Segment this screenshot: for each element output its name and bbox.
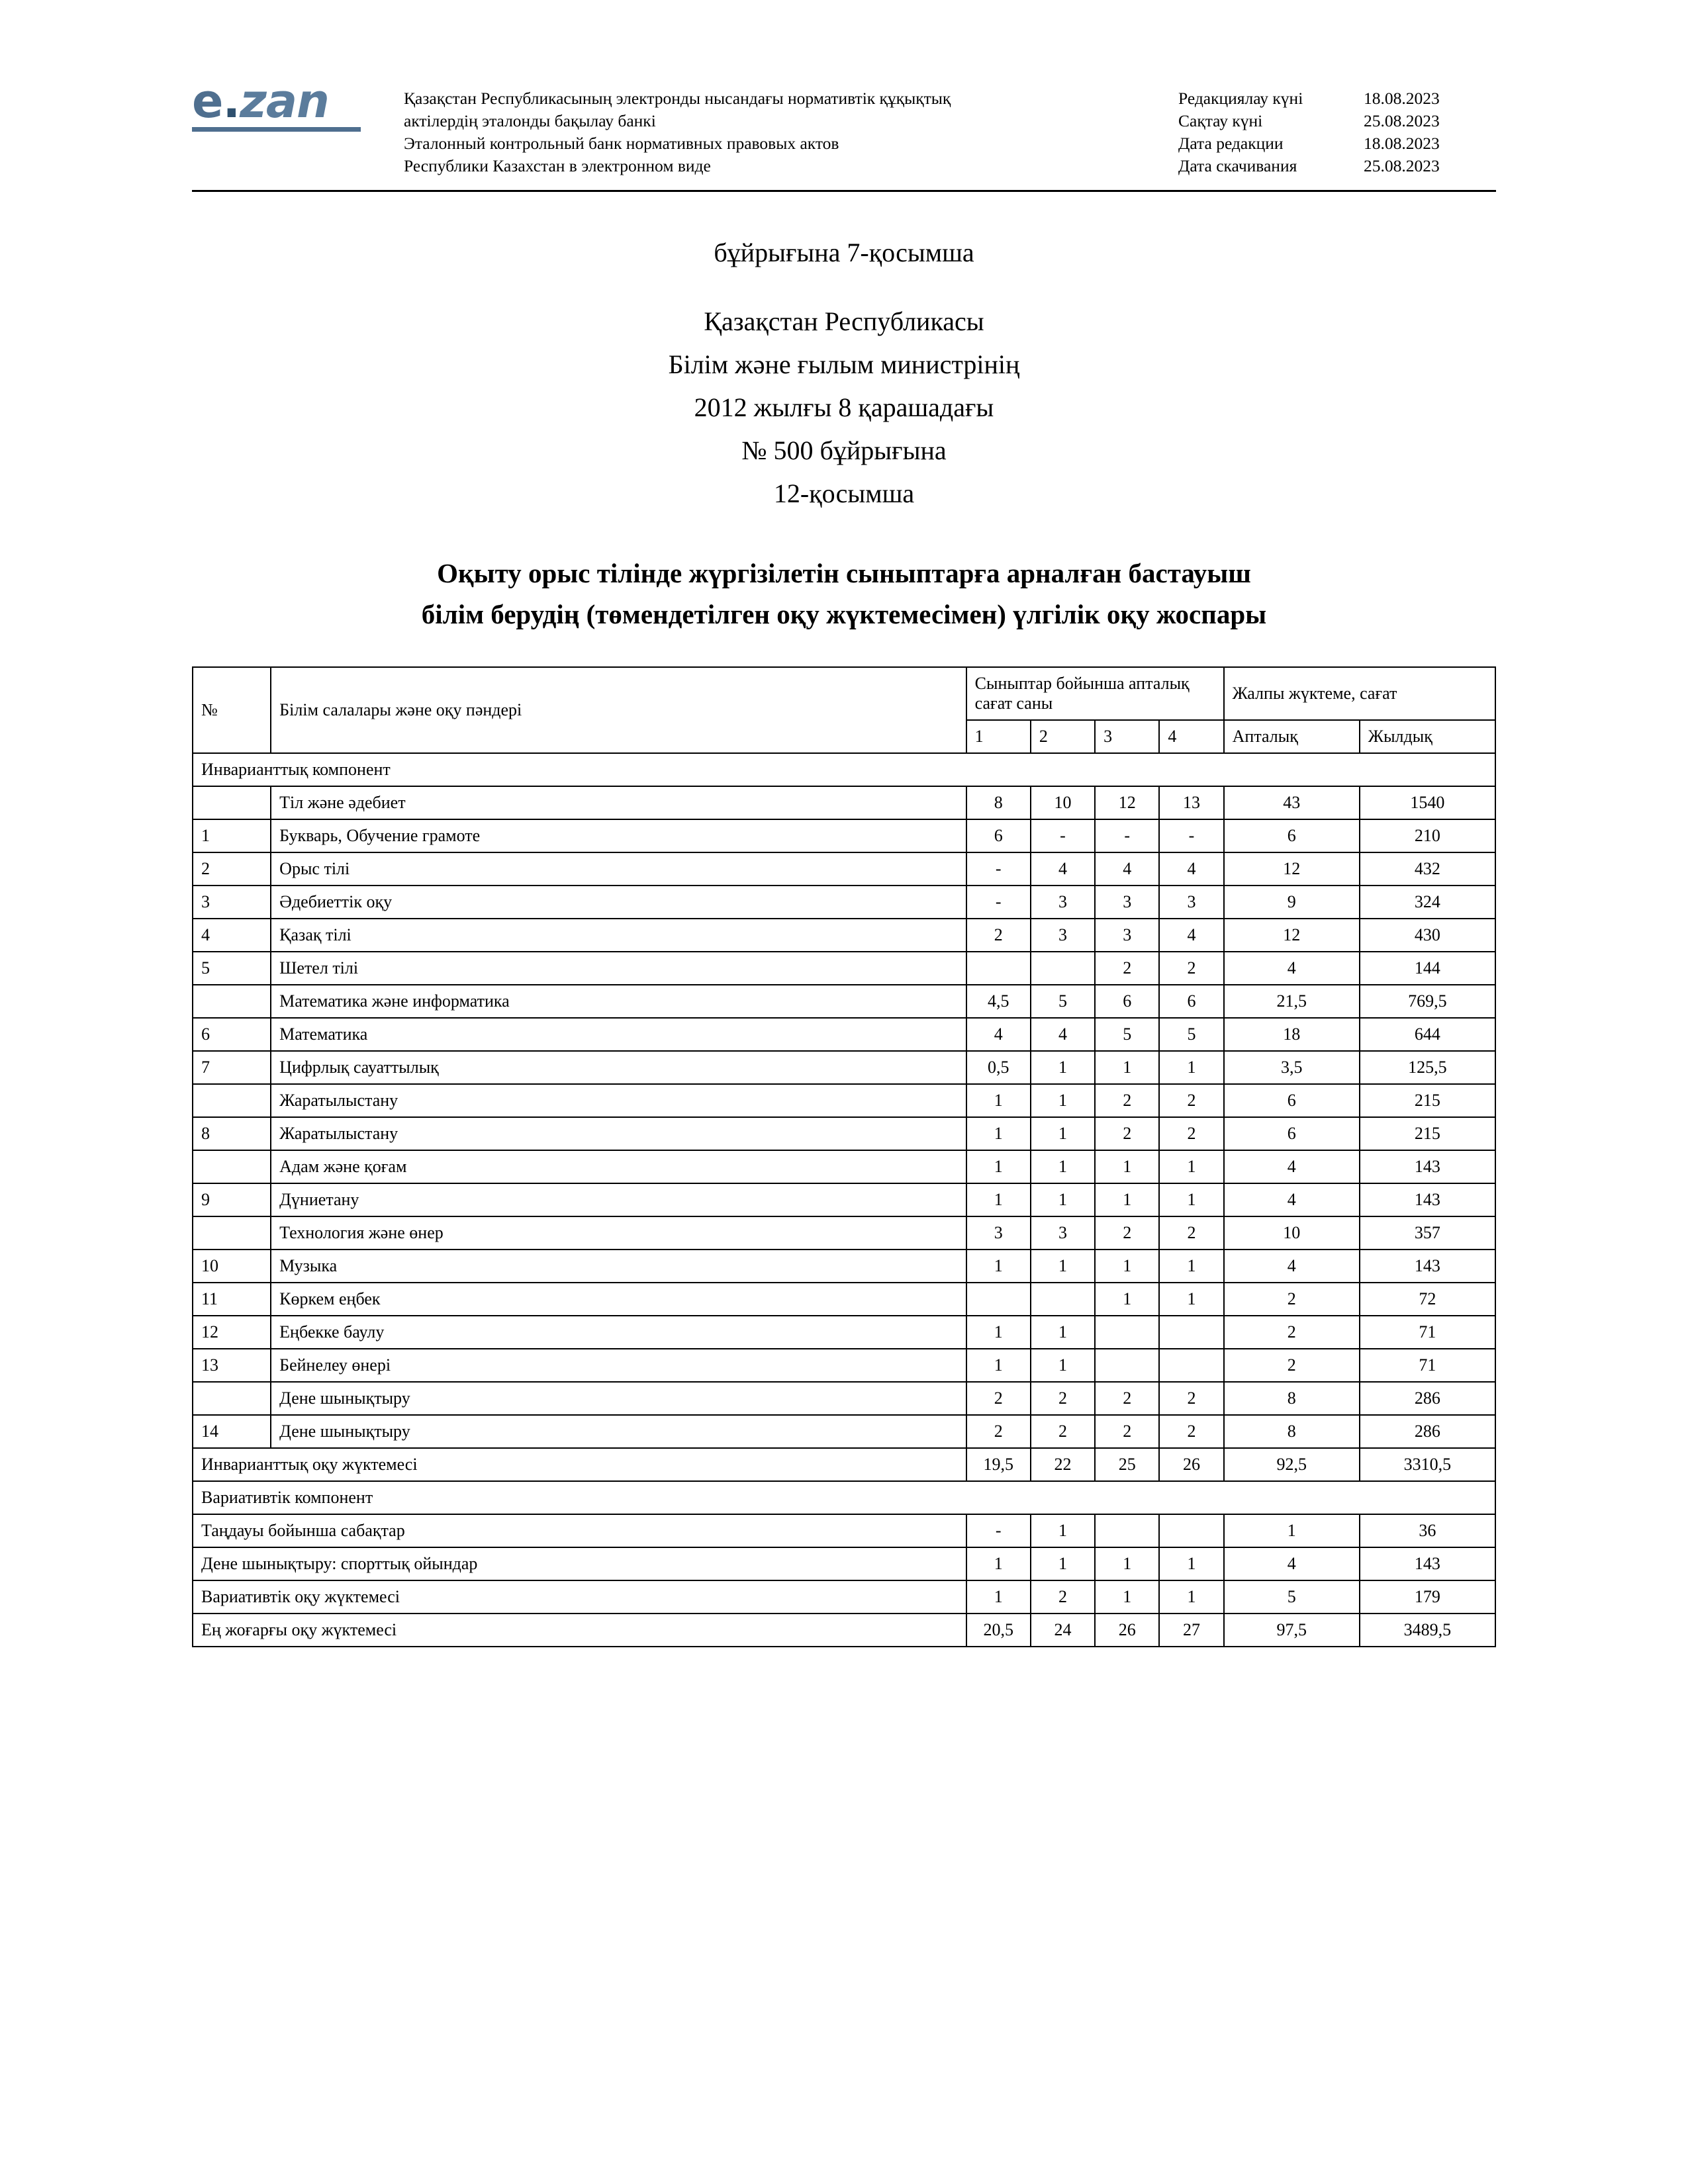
cell-grade-3: 2 xyxy=(1095,1117,1159,1150)
cell-grade-3: 2 xyxy=(1095,952,1159,985)
table-row xyxy=(193,985,1495,1018)
cell-grade-3: 2 xyxy=(1095,1084,1159,1117)
cell-yearly: 143 xyxy=(1360,1150,1495,1183)
header-desc-line-3: Эталонный контрольный банк нормативных правовых актов xyxy=(404,134,839,154)
cell-weekly: 21,5 xyxy=(1224,985,1360,1018)
cell-grade-4: 27 xyxy=(1159,1614,1223,1647)
meta-value-2: 18.08.2023 xyxy=(1364,134,1440,154)
cell-grade-3: 1 xyxy=(1095,1150,1159,1183)
table-section-row xyxy=(193,753,1495,786)
cell-yearly: 3489,5 xyxy=(1360,1614,1495,1647)
meta-label-3: Дата скачивания xyxy=(1178,156,1297,176)
cell-yearly: 1540 xyxy=(1360,786,1495,819)
table-row xyxy=(193,886,1495,919)
cell-grade-2: 3 xyxy=(1031,886,1095,919)
cell-grade-4: 2 xyxy=(1159,1382,1223,1415)
cell-yearly: 215 xyxy=(1360,1117,1495,1150)
cell-grade-4: - xyxy=(1159,819,1223,852)
cell-grade-1: 1 xyxy=(966,1250,1031,1283)
cell-grade-2: 2 xyxy=(1031,1580,1095,1614)
table-row xyxy=(193,786,1495,819)
title-line-1: бұйрығына 7-қосымша xyxy=(714,237,974,267)
cell-yearly: 286 xyxy=(1360,1415,1495,1448)
cell-weekly: 4 xyxy=(1224,952,1360,985)
cell-grade-4: 5 xyxy=(1159,1018,1223,1051)
summary-label: Вариативтік оқу жүктемесі xyxy=(193,1580,966,1614)
cell-grade-4: 26 xyxy=(1159,1448,1223,1481)
cell-subject: Адам және қоғам xyxy=(271,1150,966,1183)
logo-zan: zan xyxy=(240,74,329,128)
table-row xyxy=(193,1216,1495,1250)
cell-subject: Жаратылыстану xyxy=(271,1117,966,1150)
cell-weekly: 4 xyxy=(1224,1547,1360,1580)
cell-yearly: 143 xyxy=(1360,1250,1495,1283)
cell-grade-3: 1 xyxy=(1095,1547,1159,1580)
summary-label: Инварианттық оқу жүктемесі xyxy=(193,1448,966,1481)
col-header-grade-3: 3 xyxy=(1095,720,1159,753)
cell-grade-3: 3 xyxy=(1095,919,1159,952)
cell-grade-4: 2 xyxy=(1159,1084,1223,1117)
cell-weekly: 9 xyxy=(1224,886,1360,919)
cell-grade-2: 1 xyxy=(1031,1117,1095,1150)
meta-value-1: 25.08.2023 xyxy=(1364,111,1440,131)
cell-num: 8 xyxy=(193,1117,271,1150)
cell-num: 12 xyxy=(193,1316,271,1349)
col-header-total-group: Жалпы жүктеме, сағат xyxy=(1224,667,1495,720)
cell-subject: Технология және өнер xyxy=(271,1216,966,1250)
table-row xyxy=(193,1382,1495,1415)
cell-grade-1: 1 xyxy=(966,1150,1031,1183)
table-row xyxy=(193,1283,1495,1316)
header-divider xyxy=(192,190,1496,192)
cell-weekly: 12 xyxy=(1224,919,1360,952)
cell-yearly: 430 xyxy=(1360,919,1495,952)
cell-grade-4: 3 xyxy=(1159,886,1223,919)
cell-grade-1: 0,5 xyxy=(966,1051,1031,1084)
table-summary-row xyxy=(193,1547,1495,1580)
table-summary-row xyxy=(193,1448,1495,1481)
cell-grade-3 xyxy=(1095,1349,1159,1382)
cell-yearly: 71 xyxy=(1360,1349,1495,1382)
cell-grade-4: 2 xyxy=(1159,1117,1223,1150)
table-row xyxy=(193,852,1495,886)
cell-grade-3: 1 xyxy=(1095,1051,1159,1084)
cell-grade-3: 3 xyxy=(1095,886,1159,919)
col-header-grades-group: Сыныптар бойынша апталық сағат саны xyxy=(966,667,1224,720)
cell-grade-1: 1 xyxy=(966,1117,1031,1150)
cell-grade-3 xyxy=(1095,1514,1159,1547)
cell-weekly: 10 xyxy=(1224,1216,1360,1250)
cell-grade-2: 22 xyxy=(1031,1448,1095,1481)
cell-grade-1 xyxy=(966,1283,1031,1316)
cell-subject: Музыка xyxy=(271,1250,966,1283)
cell-yearly: 143 xyxy=(1360,1547,1495,1580)
cell-grade-1: 1 xyxy=(966,1084,1031,1117)
table-row xyxy=(193,1018,1495,1051)
table-summary-row xyxy=(193,1514,1495,1547)
meta-label-1: Сақтау күні xyxy=(1178,111,1263,131)
cell-grade-4: 2 xyxy=(1159,952,1223,985)
cell-weekly: 4 xyxy=(1224,1150,1360,1183)
cell-subject: Математика xyxy=(271,1018,966,1051)
cell-grade-3: 6 xyxy=(1095,985,1159,1018)
cell-grade-4: 1 xyxy=(1159,1051,1223,1084)
cell-num: 14 xyxy=(193,1415,271,1448)
section-label: Вариативтік компонент xyxy=(193,1481,1495,1514)
cell-grade-2: 3 xyxy=(1031,919,1095,952)
title-line-2: Қазақстан Республикасы xyxy=(704,306,984,337)
cell-grade-4: 1 xyxy=(1159,1580,1223,1614)
cell-grade-2: 5 xyxy=(1031,985,1095,1018)
cell-weekly: 3,5 xyxy=(1224,1051,1360,1084)
table-row xyxy=(193,1150,1495,1183)
title-block xyxy=(0,232,1688,635)
cell-weekly: 1 xyxy=(1224,1514,1360,1547)
cell-grade-3 xyxy=(1095,1316,1159,1349)
cell-grade-1: 6 xyxy=(966,819,1031,852)
cell-grade-1: 4,5 xyxy=(966,985,1031,1018)
cell-grade-1: 2 xyxy=(966,919,1031,952)
cell-grade-4 xyxy=(1159,1349,1223,1382)
cell-grade-2: 1 xyxy=(1031,1150,1095,1183)
cell-subject: Дене шынықтыру xyxy=(271,1382,966,1415)
cell-grade-4: 4 xyxy=(1159,919,1223,952)
meta-row-saved-date-kk xyxy=(1178,110,1496,132)
cell-grade-1: 19,5 xyxy=(966,1448,1031,1481)
header-desc-line-4: Республики Казахстан в электронном виде xyxy=(404,156,711,176)
page-title xyxy=(192,553,1496,635)
cell-num xyxy=(193,786,271,819)
cell-grade-1: - xyxy=(966,1514,1031,1547)
cell-subject: Математика және информатика xyxy=(271,985,966,1018)
cell-yearly: 179 xyxy=(1360,1580,1495,1614)
cell-yearly: 125,5 xyxy=(1360,1051,1495,1084)
cell-grade-2: 10 xyxy=(1031,786,1095,819)
cell-grade-4: 4 xyxy=(1159,852,1223,886)
cell-yearly: 286 xyxy=(1360,1382,1495,1415)
cell-grade-2: 1 xyxy=(1031,1514,1095,1547)
cell-grade-3: - xyxy=(1095,819,1159,852)
meta-row-download-date-ru xyxy=(1178,155,1496,177)
table-row xyxy=(193,1117,1495,1150)
cell-yearly: 432 xyxy=(1360,852,1495,886)
cell-grade-3: 2 xyxy=(1095,1216,1159,1250)
summary-label: Ең жоғарғы оқу жүктемесі xyxy=(193,1614,966,1647)
table-header-row-1 xyxy=(193,667,1495,720)
cell-subject: Дүниетану xyxy=(271,1183,966,1216)
cell-grade-1 xyxy=(966,952,1031,985)
table-row xyxy=(193,1250,1495,1283)
cell-grade-1: 2 xyxy=(966,1415,1031,1448)
cell-grade-3: 12 xyxy=(1095,786,1159,819)
header-desc-line-1: Қазақстан Республикасының электронды нысандағы нормативтік құқықтық xyxy=(404,89,951,108)
cell-subject: Букварь, Обучение грамоте xyxy=(271,819,966,852)
table-summary-row xyxy=(193,1580,1495,1614)
cell-grade-2: 2 xyxy=(1031,1415,1095,1448)
cell-grade-2: 4 xyxy=(1031,852,1095,886)
col-header-grade-2: 2 xyxy=(1031,720,1095,753)
cell-grade-2: 1 xyxy=(1031,1084,1095,1117)
col-header-num: № xyxy=(193,667,271,753)
table-row xyxy=(193,1316,1495,1349)
cell-weekly: 2 xyxy=(1224,1349,1360,1382)
cell-grade-1: 3 xyxy=(966,1216,1031,1250)
title-line-5: № 500 бұйрығына xyxy=(741,435,947,465)
cell-grade-2: 1 xyxy=(1031,1349,1095,1382)
cell-weekly: 97,5 xyxy=(1224,1614,1360,1647)
cell-weekly: 5 xyxy=(1224,1580,1360,1614)
cell-grade-2: 1 xyxy=(1031,1250,1095,1283)
meta-value-0: 18.08.2023 xyxy=(1364,89,1440,108)
cell-grade-2: 1 xyxy=(1031,1316,1095,1349)
cell-num xyxy=(193,1084,271,1117)
ezan-logo xyxy=(192,73,374,132)
cell-subject: Бейнелеу өнері xyxy=(271,1349,966,1382)
cell-weekly: 6 xyxy=(1224,1117,1360,1150)
table-row xyxy=(193,919,1495,952)
logo-wordmark xyxy=(192,74,374,128)
page-title-line-1: Оқыту орыс тілінде жүргізілетін сыныптарға арналған бастауыш xyxy=(437,558,1251,589)
cell-weekly: 4 xyxy=(1224,1250,1360,1283)
table-head xyxy=(193,667,1495,753)
cell-grade-3: 5 xyxy=(1095,1018,1159,1051)
table-row xyxy=(193,1349,1495,1382)
curriculum-table-wrapper xyxy=(192,666,1496,1647)
cell-yearly: 644 xyxy=(1360,1018,1495,1051)
cell-yearly: 210 xyxy=(1360,819,1495,852)
cell-weekly: 12 xyxy=(1224,852,1360,886)
cell-grade-2: 1 xyxy=(1031,1547,1095,1580)
cell-weekly: 2 xyxy=(1224,1283,1360,1316)
cell-grade-3: 1 xyxy=(1095,1580,1159,1614)
cell-weekly: 6 xyxy=(1224,1084,1360,1117)
cell-yearly: 36 xyxy=(1360,1514,1495,1547)
cell-grade-3: 2 xyxy=(1095,1415,1159,1448)
table-row xyxy=(193,1415,1495,1448)
meta-row-revision-date-kk xyxy=(1178,87,1496,110)
cell-yearly: 72 xyxy=(1360,1283,1495,1316)
header-desc-line-2: актілердің эталонды бақылау банкі xyxy=(404,111,656,131)
table-row xyxy=(193,1183,1495,1216)
cell-grade-3: 26 xyxy=(1095,1614,1159,1647)
cell-num xyxy=(193,985,271,1018)
cell-grade-1: 1 xyxy=(966,1580,1031,1614)
cell-grade-4: 2 xyxy=(1159,1216,1223,1250)
cell-grade-4: 13 xyxy=(1159,786,1223,819)
cell-subject: Дене шынықтыру xyxy=(271,1415,966,1448)
cell-grade-2: - xyxy=(1031,819,1095,852)
cell-grade-1: 1 xyxy=(966,1183,1031,1216)
cell-grade-3: 1 xyxy=(1095,1250,1159,1283)
cell-grade-4: 1 xyxy=(1159,1183,1223,1216)
cell-grade-4: 1 xyxy=(1159,1250,1223,1283)
page-title-line-2: білім берудің (төмендетілген оқу жүктемесімен) үлгілік оқу жоспары xyxy=(421,598,1267,629)
table-row xyxy=(193,1084,1495,1117)
col-header-grade-4: 4 xyxy=(1159,720,1223,753)
cell-weekly: 6 xyxy=(1224,819,1360,852)
col-header-yearly: Жылдық xyxy=(1360,720,1495,753)
cell-num xyxy=(193,1382,271,1415)
table-body xyxy=(193,753,1495,1647)
cell-yearly: 357 xyxy=(1360,1216,1495,1250)
cell-subject: Цифрлық сауаттылық xyxy=(271,1051,966,1084)
table-summary-row xyxy=(193,1614,1495,1647)
col-header-subject: Білім салалары және оқу пәндері xyxy=(271,667,966,753)
cell-subject: Жаратылыстану xyxy=(271,1084,966,1117)
cell-grade-3: 2 xyxy=(1095,1382,1159,1415)
cell-yearly: 143 xyxy=(1360,1183,1495,1216)
cell-grade-1: - xyxy=(966,886,1031,919)
cell-grade-2: 2 xyxy=(1031,1382,1095,1415)
cell-num: 10 xyxy=(193,1250,271,1283)
cell-subject: Еңбекке баулу xyxy=(271,1316,966,1349)
cell-weekly: 92,5 xyxy=(1224,1448,1360,1481)
cell-num: 2 xyxy=(193,852,271,886)
header-description xyxy=(374,73,1172,178)
title-line-6: 12-қосымша xyxy=(773,478,915,508)
cell-grade-3: 25 xyxy=(1095,1448,1159,1481)
cell-num: 7 xyxy=(193,1051,271,1084)
cell-grade-2 xyxy=(1031,1283,1095,1316)
cell-grade-1: 1 xyxy=(966,1547,1031,1580)
cell-grade-1: 8 xyxy=(966,786,1031,819)
cell-yearly: 324 xyxy=(1360,886,1495,919)
cell-weekly: 8 xyxy=(1224,1382,1360,1415)
cell-num: 13 xyxy=(193,1349,271,1382)
cell-grade-1: 20,5 xyxy=(966,1614,1031,1647)
cell-grade-1: - xyxy=(966,852,1031,886)
cell-subject: Шетел тілі xyxy=(271,952,966,985)
meta-label-2: Дата редакции xyxy=(1178,134,1284,154)
cell-num xyxy=(193,1216,271,1250)
table-row xyxy=(193,1051,1495,1084)
title-line-4: 2012 жылғы 8 қарашадағы xyxy=(694,392,994,423)
cell-num xyxy=(193,1150,271,1183)
summary-label: Дене шынықтыру: спорттық ойындар xyxy=(193,1547,966,1580)
curriculum-table xyxy=(192,666,1496,1647)
meta-row-revision-date-ru xyxy=(1178,132,1496,155)
logo-e: e xyxy=(192,74,223,128)
cell-num: 6 xyxy=(193,1018,271,1051)
meta-value-3: 25.08.2023 xyxy=(1364,156,1440,176)
cell-weekly: 8 xyxy=(1224,1415,1360,1448)
cell-grade-4: 2 xyxy=(1159,1415,1223,1448)
title-line-3: Білім және ғылым министрінің xyxy=(668,349,1020,380)
cell-num: 5 xyxy=(193,952,271,985)
cell-grade-2: 1 xyxy=(1031,1183,1095,1216)
cell-subject: Қазақ тілі xyxy=(271,919,966,952)
cell-grade-4: 6 xyxy=(1159,985,1223,1018)
cell-grade-1: 1 xyxy=(966,1349,1031,1382)
cell-weekly: 18 xyxy=(1224,1018,1360,1051)
cell-grade-2: 24 xyxy=(1031,1614,1095,1647)
cell-num: 4 xyxy=(193,919,271,952)
meta-label-0: Редакциялау күні xyxy=(1178,89,1303,108)
table-row xyxy=(193,819,1495,852)
cell-yearly: 71 xyxy=(1360,1316,1495,1349)
cell-weekly: 2 xyxy=(1224,1316,1360,1349)
cell-grade-3: 1 xyxy=(1095,1183,1159,1216)
logo-dot: . xyxy=(222,74,240,128)
cell-num: 9 xyxy=(193,1183,271,1216)
cell-num: 3 xyxy=(193,886,271,919)
cell-yearly: 144 xyxy=(1360,952,1495,985)
col-header-weekly: Апталық xyxy=(1224,720,1360,753)
cell-num: 11 xyxy=(193,1283,271,1316)
cell-grade-1: 4 xyxy=(966,1018,1031,1051)
cell-grade-2: 1 xyxy=(1031,1051,1095,1084)
section-label: Инварианттық компонент xyxy=(193,753,1495,786)
cell-grade-2: 4 xyxy=(1031,1018,1095,1051)
cell-grade-4: 1 xyxy=(1159,1150,1223,1183)
cell-grade-4 xyxy=(1159,1514,1223,1547)
cell-grade-3: 4 xyxy=(1095,852,1159,886)
cell-yearly: 769,5 xyxy=(1360,985,1495,1018)
cell-grade-4: 1 xyxy=(1159,1547,1223,1580)
cell-grade-1: 1 xyxy=(966,1316,1031,1349)
cell-grade-2: 3 xyxy=(1031,1216,1095,1250)
cell-grade-2 xyxy=(1031,952,1095,985)
cell-yearly: 3310,5 xyxy=(1360,1448,1495,1481)
cell-grade-4: 1 xyxy=(1159,1283,1223,1316)
cell-weekly: 43 xyxy=(1224,786,1360,819)
table-row xyxy=(193,952,1495,985)
header-meta xyxy=(1172,73,1496,178)
document-header xyxy=(0,0,1688,178)
cell-subject: Тіл және әдебиет xyxy=(271,786,966,819)
col-header-grade-1: 1 xyxy=(966,720,1031,753)
cell-num: 1 xyxy=(193,819,271,852)
cell-grade-4 xyxy=(1159,1316,1223,1349)
cell-subject: Орыс тілі xyxy=(271,852,966,886)
cell-weekly: 4 xyxy=(1224,1183,1360,1216)
summary-label: Таңдауы бойынша сабақтар xyxy=(193,1514,966,1547)
cell-yearly: 215 xyxy=(1360,1084,1495,1117)
table-section-row xyxy=(193,1481,1495,1514)
cell-grade-3: 1 xyxy=(1095,1283,1159,1316)
cell-subject: Көркем еңбек xyxy=(271,1283,966,1316)
cell-subject: Әдебиеттік оқу xyxy=(271,886,966,919)
cell-grade-1: 2 xyxy=(966,1382,1031,1415)
